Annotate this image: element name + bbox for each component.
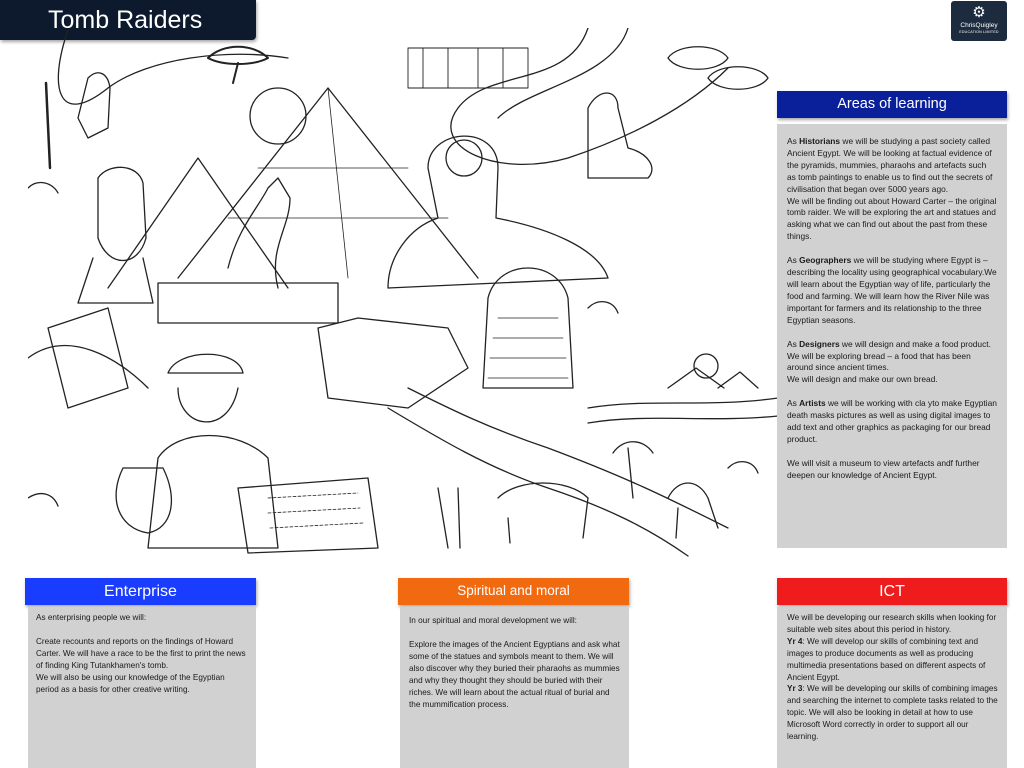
geographers-paragraph bbox=[787, 255, 997, 326]
historians-text: we will be studying a past society called Ancient Egypt. We will be looking at factual evidence of the pyramids, mummies, pharaohs and artefacts such as tomb paintings to enable us to find out the secrets of civilisation that began over 5000 years ago. bbox=[787, 136, 993, 194]
ict-yr3-paragraph bbox=[787, 683, 998, 743]
geographers-text: we will be studying where Egypt is – describing the locality using geographical vocabulary.We will learn about the Egyptian way of life, particularly the food and farming. We will learn how the River Nile was important for farmers and its relationship to the three Egyptian seasons. bbox=[787, 255, 997, 325]
enterprise-intro: As enterprising people we will: bbox=[36, 613, 147, 622]
scroll bbox=[238, 478, 378, 553]
explorer-hat bbox=[168, 354, 243, 373]
prefix: As bbox=[787, 255, 800, 266]
pyramid bbox=[108, 158, 288, 288]
ict-yr4-paragraph bbox=[787, 636, 998, 684]
anubis-figure bbox=[78, 73, 110, 138]
river bbox=[588, 416, 778, 423]
vase bbox=[116, 468, 171, 533]
winding-path bbox=[58, 30, 288, 104]
river bbox=[408, 388, 728, 528]
tutankhamun-mask bbox=[483, 268, 573, 388]
areas-of-learning-heading: Areas of learning bbox=[777, 91, 1007, 118]
geographers-label: Geographers bbox=[799, 255, 852, 266]
ict-intro: We will be developing our research skills when looking for suitable web sites about this period in history. bbox=[787, 613, 997, 634]
bread-loaves bbox=[668, 47, 768, 90]
yr4-label: Yr 4 bbox=[787, 636, 803, 646]
temple-ruins bbox=[408, 48, 528, 88]
designers-label: Designers bbox=[799, 338, 840, 349]
bread-paragraph: We will design and make our own bread. bbox=[787, 374, 938, 385]
sun bbox=[250, 88, 306, 144]
ict-panel bbox=[777, 607, 1007, 768]
eye-of-horus bbox=[208, 47, 268, 83]
yr3-text: : We will be developing our skills of combining images and searching the internet to complete tasks related to the topic. We will also be looking in detail at how to use Microsoft Word correctly in order to support all our learning. bbox=[787, 684, 998, 742]
enterprise-paragraph: We will also be using our knowledge of the Egyptian period as a basis for other creative writing. bbox=[36, 673, 225, 694]
grinding-woman bbox=[588, 93, 652, 178]
prefix: As bbox=[787, 136, 800, 146]
yr4-text: : We will develop our skills of combining text and images to produce documents as well as producing multimedia presentations based on different aspects of Ancient Egypt. bbox=[787, 636, 986, 682]
page-title: Tomb Raiders bbox=[0, 0, 256, 40]
river bbox=[588, 398, 778, 408]
mask-stripes bbox=[488, 318, 568, 378]
prefix: As bbox=[787, 338, 800, 349]
ict-heading: ICT bbox=[777, 578, 1007, 605]
spiritual-paragraph: Explore the images of the Ancient Egyptians and ask what some of the statues and symbols meant to them. We will also discover why they buried their pharaohs as mummies and why they thought they should be buried with their riches. We will learn about the actual ritual of burial and the mummification process. bbox=[409, 640, 620, 709]
palm-tree bbox=[613, 442, 653, 498]
spiritual-intro: In our spiritual and moral development we will: bbox=[409, 616, 577, 625]
queen-bust bbox=[78, 258, 153, 303]
howard-carter-paragraph: We will be finding out about Howard Carter – the original tomb raider. We will be exploring the art and statues and asking what we can find out about the past from these things. bbox=[787, 195, 997, 242]
hieroglyphs bbox=[268, 493, 363, 528]
artists-paragraph bbox=[787, 398, 997, 446]
designers-paragraph bbox=[787, 339, 997, 375]
designers-text: we will design and make a food product. We will be exploring bread – a food that has been around since ancient times. bbox=[787, 338, 991, 373]
sphinx-face bbox=[446, 140, 482, 176]
river-bank bbox=[498, 28, 628, 118]
logo-name: ChrisQuigley bbox=[960, 22, 998, 29]
historians-label: Historians bbox=[799, 136, 841, 146]
chrisquigley-logo bbox=[951, 1, 1007, 41]
prefix: As bbox=[787, 398, 800, 409]
spiritual-moral-heading: Spiritual and moral bbox=[398, 578, 629, 605]
artists-label: Artists bbox=[799, 398, 826, 409]
anubis-statue bbox=[228, 178, 290, 288]
ancient-egypt-illustration bbox=[28, 28, 780, 558]
shrubs bbox=[28, 183, 758, 506]
museum-paragraph: We will visit a museum to view artefacts andf further deepen our knowledge of Ancient Egypt. bbox=[787, 457, 980, 480]
explorer-body bbox=[148, 388, 278, 548]
spiritual-moral-panel bbox=[400, 607, 629, 768]
enterprise-heading: Enterprise bbox=[25, 578, 256, 605]
yr3-label: Yr 3 bbox=[787, 684, 803, 694]
historians-paragraph bbox=[787, 136, 997, 196]
areas-of-learning-panel bbox=[777, 124, 1007, 548]
staff bbox=[46, 83, 50, 168]
logo-icon: ⚙ bbox=[972, 4, 986, 21]
pyramid bbox=[178, 88, 478, 278]
hawk-papyrus bbox=[48, 308, 128, 408]
sphinx bbox=[388, 136, 608, 288]
mummy bbox=[318, 318, 468, 408]
path bbox=[28, 346, 148, 388]
farmer-and-ox bbox=[438, 483, 588, 548]
queen-head bbox=[98, 167, 146, 260]
enterprise-paragraph: Create recounts and reports on the findings of Howard Carter. We will have a race to be the first to print the news of finding King Tutankhamen's tomb. bbox=[36, 637, 246, 670]
small-pyramids bbox=[668, 368, 758, 388]
logo-tagline: EDUCATION LIMITED bbox=[959, 30, 999, 34]
enterprise-panel bbox=[28, 607, 256, 768]
stone-block bbox=[158, 283, 338, 323]
artists-text: we will be working with cla yto make Egyptian death masks pictures as well as using digital images to add text and other graphics as packaging for our bread product. bbox=[787, 398, 997, 444]
river bbox=[388, 408, 688, 556]
